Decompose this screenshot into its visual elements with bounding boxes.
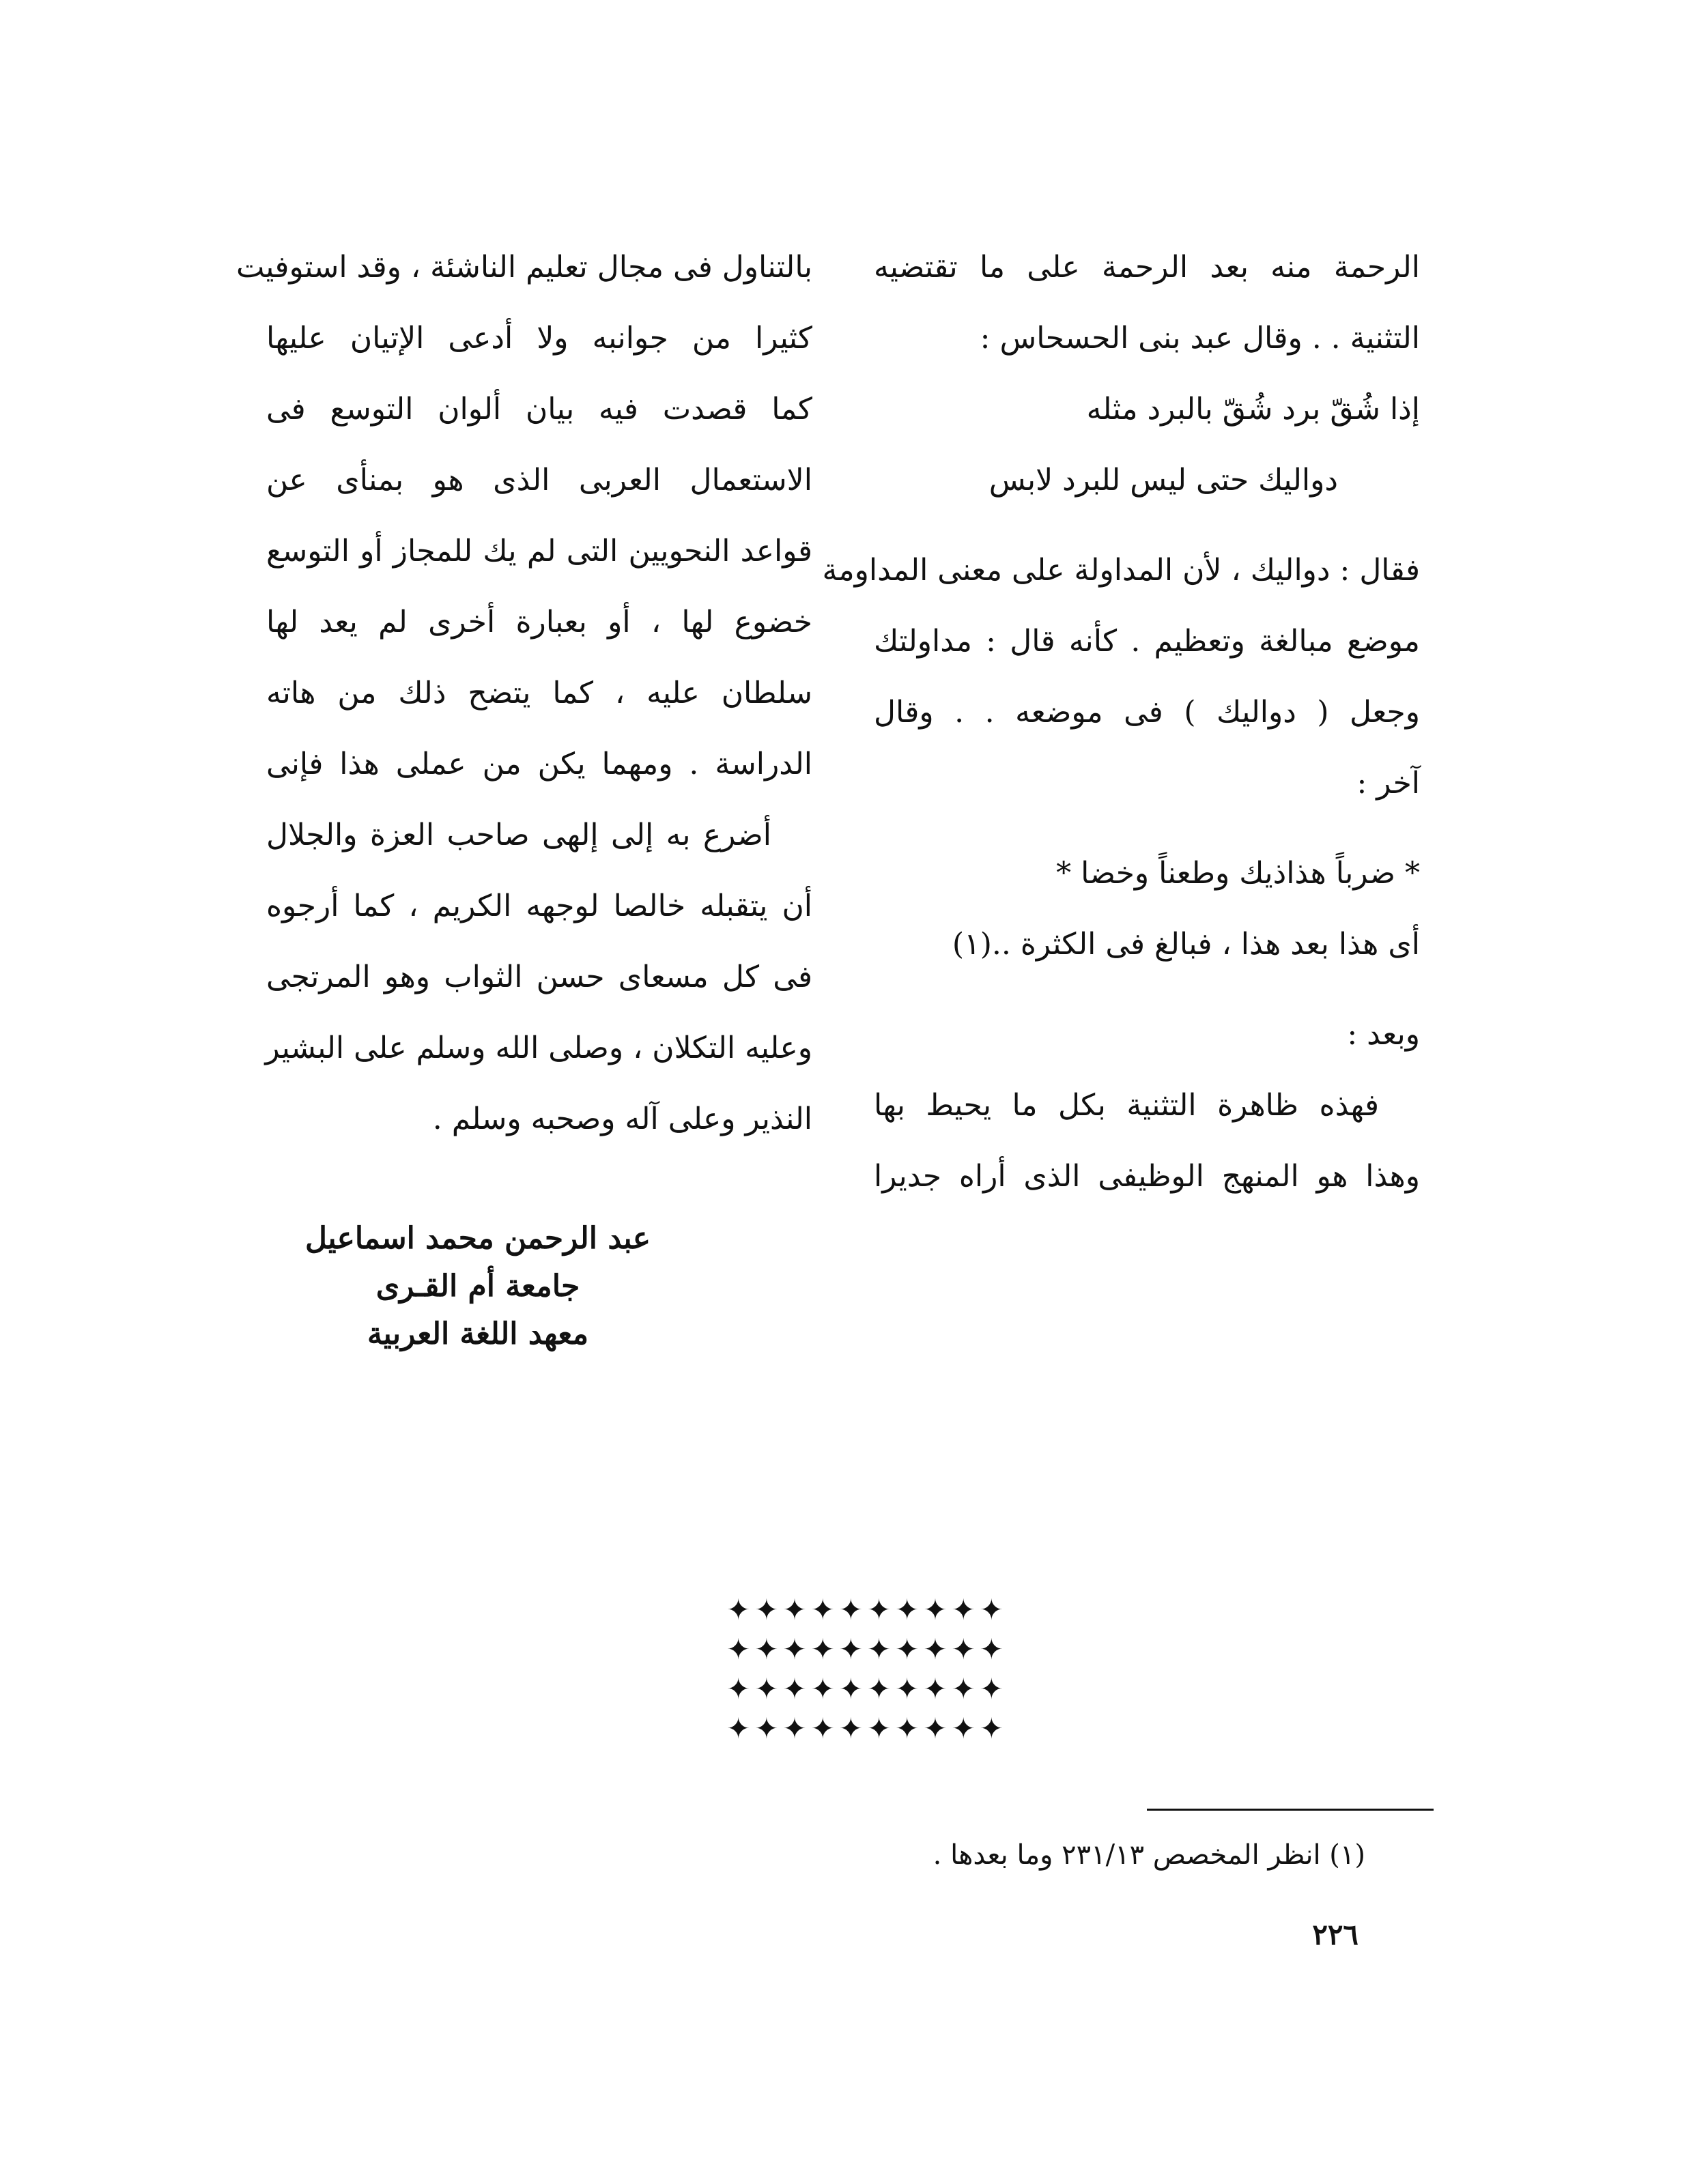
verse-line: إذا شُقّ برد شُقّ بالبرد مثله: [1086, 392, 1420, 427]
ornament-row: ✦✦✦✦✦✦✦✦✦✦: [726, 1593, 1008, 1626]
text-line: قواعد النحويين التى لم يك للمجاز أو التوسع: [266, 534, 812, 569]
text-line: أى هذا بعد هذا ، فبالغ فى الكثرة ..(١): [952, 927, 1420, 962]
text-line: خضوع لها ، أو بعبارة أخرى لم يعد لها: [266, 605, 812, 640]
right-text-column: [822, 232, 1420, 1212]
author-signature: [287, 1215, 669, 1358]
text-line: الاستعمال العربى الذى هو بمنأى عن: [266, 463, 812, 498]
text-line: الرحمة منه بعد الرحمة على ما تقتضيه: [874, 250, 1420, 285]
text-line: سلطان عليه ، كما يتضح ذلك من هاته: [266, 676, 812, 710]
text-line: أضرع به إلى إلهى صاحب العزة والجلال: [266, 818, 771, 852]
text-line: فى كل مسعاى حسن الثواب وهو المرتجى: [266, 960, 812, 994]
text-line: فهذه ظاهرة التثنية بكل ما يحيط بها: [874, 1088, 1379, 1123]
text-line: آخر :: [1356, 766, 1420, 801]
text-line: وهذا هو المنهج الوظيفى الذى أراه جديرا: [874, 1159, 1420, 1194]
text-line: كثيرا من جوانبه ولا أدعى الإتيان عليها: [266, 321, 812, 356]
text-line: وعليه التكلان ، وصلى الله وسلم على البشير: [265, 1031, 812, 1065]
left-text-column: [236, 232, 812, 1155]
footnote: (١) انظر المخصص ٢٣١/١٣ وما بعدها .: [933, 1839, 1365, 1871]
text-line: بالتناول فى مجال تعليم الناشئة ، وقد استوفيت: [236, 250, 812, 285]
text-line: موضع مبالغة وتعظيم . كأنه قال : مداولتك: [874, 624, 1420, 659]
star-ornament: [683, 1590, 1051, 1749]
author-university: جامعة أم القـرى: [375, 1269, 580, 1304]
text-line: فقال : دواليك ، لأن المداولة على معنى المداومة: [822, 553, 1420, 588]
ornament-row: ✦✦✦✦✦✦✦✦✦✦: [726, 1633, 1008, 1666]
text-line: النذير وعلى آله وصحبه وسلم .: [432, 1102, 812, 1136]
author-name: عبد الرحمن محمد اسماعيل: [305, 1221, 651, 1256]
text-line: التثنية . . وقال عبد بنى الحسحاس :: [980, 321, 1420, 356]
author-institute: معهد اللغة العربية: [367, 1317, 589, 1351]
text-line: وجعل ( دواليك ) فى موضعه . . وقال: [874, 695, 1420, 730]
verse-line: * ضرباً هذاذيك وطعناً وخضا *: [1056, 856, 1420, 891]
footnote-divider: [1147, 1809, 1434, 1811]
text-line: كما قصدت فيه بيان ألوان التوسع فى: [266, 392, 812, 427]
verse-line: دواليك حتى ليس للبرد لابس: [988, 463, 1338, 498]
text-line: وبعد :: [1347, 1017, 1420, 1052]
page-number: ٢٢٦: [1312, 1918, 1358, 1951]
ornament-row: ✦✦✦✦✦✦✦✦✦✦: [726, 1672, 1008, 1706]
text-line: أن يتقبله خالصا لوجهه الكريم ، كما أرجوه: [266, 889, 812, 923]
ornament-row: ✦✦✦✦✦✦✦✦✦✦: [726, 1712, 1008, 1745]
text-line: الدراسة . ومهما يكن من عملى هذا فإنى: [266, 747, 812, 781]
